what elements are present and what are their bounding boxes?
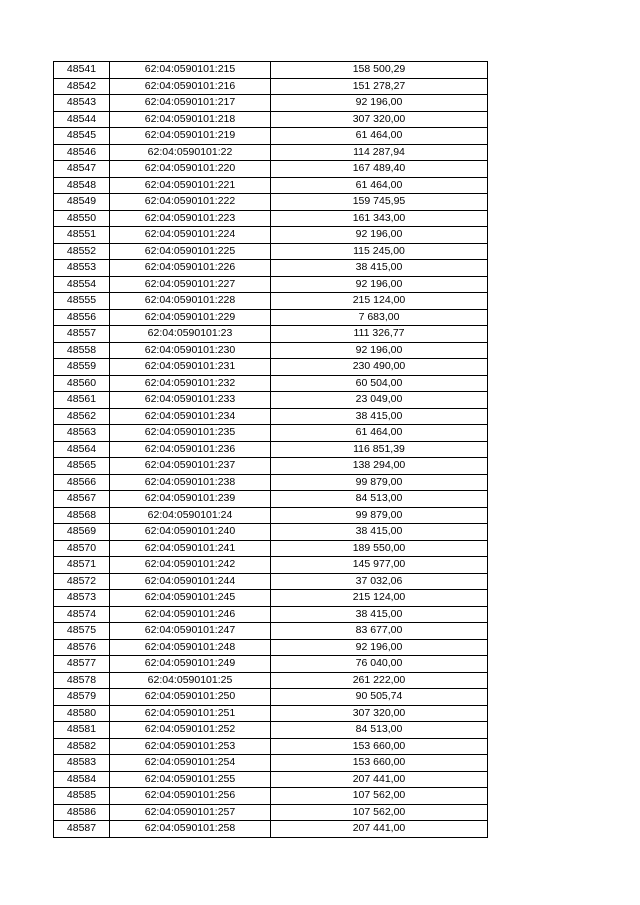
row-number-cell: 48548 [54,177,110,194]
cadastral-number-cell: 62:04:0590101:252 [110,722,271,739]
row-number-cell: 48557 [54,326,110,343]
table-row [54,804,488,821]
table-row [54,293,488,310]
value-cell: 138 294,00 [271,458,488,475]
row-number-cell: 48555 [54,293,110,310]
table-row [54,771,488,788]
cadastral-number-cell: 62:04:0590101:218 [110,111,271,128]
value-cell: 37 032,06 [271,573,488,590]
row-number-cell: 48573 [54,590,110,607]
value-cell: 107 562,00 [271,804,488,821]
table-row [54,210,488,227]
table-row [54,177,488,194]
cadastral-number-cell: 62:04:0590101:247 [110,623,271,640]
value-cell: 92 196,00 [271,227,488,244]
value-cell: 99 879,00 [271,507,488,524]
table-row [54,359,488,376]
cadastral-number-cell: 62:04:0590101:222 [110,194,271,211]
row-number-cell: 48562 [54,408,110,425]
table-row [54,821,488,838]
cadastral-number-cell: 62:04:0590101:232 [110,375,271,392]
value-cell: 307 320,00 [271,111,488,128]
value-cell: 61 464,00 [271,177,488,194]
row-number-cell: 48561 [54,392,110,409]
cadastral-number-cell: 62:04:0590101:240 [110,524,271,541]
cadastral-number-cell: 62:04:0590101:244 [110,573,271,590]
table-row [54,309,488,326]
row-number-cell: 48581 [54,722,110,739]
table-row [54,78,488,95]
table-row [54,705,488,722]
row-number-cell: 48576 [54,639,110,656]
table-row [54,227,488,244]
row-number-cell: 48547 [54,161,110,178]
table-row [54,524,488,541]
row-number-cell: 48586 [54,804,110,821]
row-number-cell: 48577 [54,656,110,673]
cadastral-number-cell: 62:04:0590101:249 [110,656,271,673]
table-row [54,128,488,145]
cadastral-number-cell: 62:04:0590101:215 [110,62,271,79]
cadastral-number-cell: 62:04:0590101:217 [110,95,271,112]
row-number-cell: 48560 [54,375,110,392]
value-cell: 107 562,00 [271,788,488,805]
cadastral-number-cell: 62:04:0590101:251 [110,705,271,722]
row-number-cell: 48578 [54,672,110,689]
table-row [54,375,488,392]
table-row [54,590,488,607]
row-number-cell: 48552 [54,243,110,260]
cadastral-number-cell: 62:04:0590101:23 [110,326,271,343]
value-cell: 92 196,00 [271,95,488,112]
table-row [54,606,488,623]
row-number-cell: 48575 [54,623,110,640]
cadastral-number-cell: 62:04:0590101:241 [110,540,271,557]
table-row [54,540,488,557]
value-cell: 230 490,00 [271,359,488,376]
table-row [54,557,488,574]
cadastral-number-cell: 62:04:0590101:231 [110,359,271,376]
value-cell: 167 489,40 [271,161,488,178]
table-row [54,656,488,673]
table-row [54,458,488,475]
value-cell: 207 441,00 [271,771,488,788]
value-cell: 92 196,00 [271,276,488,293]
cadastral-number-cell: 62:04:0590101:245 [110,590,271,607]
table-row [54,573,488,590]
data-table [53,61,488,838]
value-cell: 60 504,00 [271,375,488,392]
cadastral-number-cell: 62:04:0590101:236 [110,441,271,458]
row-number-cell: 48572 [54,573,110,590]
table-row [54,62,488,79]
cadastral-number-cell: 62:04:0590101:254 [110,755,271,772]
value-cell: 153 660,00 [271,738,488,755]
row-number-cell: 48542 [54,78,110,95]
row-number-cell: 48587 [54,821,110,838]
row-number-cell: 48583 [54,755,110,772]
cadastral-number-cell: 62:04:0590101:238 [110,474,271,491]
row-number-cell: 48554 [54,276,110,293]
row-number-cell: 48569 [54,524,110,541]
table-row [54,111,488,128]
row-number-cell: 48582 [54,738,110,755]
table-row [54,755,488,772]
value-cell: 83 677,00 [271,623,488,640]
table-row [54,326,488,343]
cadastral-number-cell: 62:04:0590101:256 [110,788,271,805]
cadastral-number-cell: 62:04:0590101:233 [110,392,271,409]
value-cell: 38 415,00 [271,260,488,277]
row-number-cell: 48574 [54,606,110,623]
cadastral-number-cell: 62:04:0590101:257 [110,804,271,821]
value-cell: 61 464,00 [271,425,488,442]
value-cell: 114 287,94 [271,144,488,161]
row-number-cell: 48579 [54,689,110,706]
table-row [54,276,488,293]
value-cell: 84 513,00 [271,491,488,508]
table-row [54,260,488,277]
value-cell: 38 415,00 [271,606,488,623]
value-cell: 307 320,00 [271,705,488,722]
value-cell: 84 513,00 [271,722,488,739]
value-cell: 7 683,00 [271,309,488,326]
table-row [54,639,488,656]
value-cell: 261 222,00 [271,672,488,689]
cadastral-number-cell: 62:04:0590101:242 [110,557,271,574]
table-row [54,441,488,458]
table-row [54,95,488,112]
value-cell: 189 550,00 [271,540,488,557]
value-cell: 38 415,00 [271,408,488,425]
cadastral-number-cell: 62:04:0590101:224 [110,227,271,244]
table-row [54,738,488,755]
table-row [54,689,488,706]
cadastral-number-cell: 62:04:0590101:246 [110,606,271,623]
cadastral-number-cell: 62:04:0590101:220 [110,161,271,178]
value-cell: 61 464,00 [271,128,488,145]
cadastral-number-cell: 62:04:0590101:258 [110,821,271,838]
row-number-cell: 48556 [54,309,110,326]
cadastral-number-cell: 62:04:0590101:230 [110,342,271,359]
value-cell: 215 124,00 [271,590,488,607]
row-number-cell: 48549 [54,194,110,211]
cadastral-number-cell: 62:04:0590101:234 [110,408,271,425]
table-row [54,408,488,425]
row-number-cell: 48546 [54,144,110,161]
row-number-cell: 48553 [54,260,110,277]
value-cell: 151 278,27 [271,78,488,95]
row-number-cell: 48544 [54,111,110,128]
cadastral-number-cell: 62:04:0590101:216 [110,78,271,95]
row-number-cell: 48584 [54,771,110,788]
value-cell: 161 343,00 [271,210,488,227]
row-number-cell: 48567 [54,491,110,508]
table-row [54,491,488,508]
row-number-cell: 48564 [54,441,110,458]
cadastral-number-cell: 62:04:0590101:221 [110,177,271,194]
table-row [54,474,488,491]
row-number-cell: 48545 [54,128,110,145]
row-number-cell: 48585 [54,788,110,805]
table-row [54,342,488,359]
cadastral-number-cell: 62:04:0590101:229 [110,309,271,326]
table-row [54,243,488,260]
table-row [54,144,488,161]
value-cell: 92 196,00 [271,639,488,656]
value-cell: 76 040,00 [271,656,488,673]
value-cell: 38 415,00 [271,524,488,541]
cadastral-number-cell: 62:04:0590101:25 [110,672,271,689]
row-number-cell: 48566 [54,474,110,491]
value-cell: 111 326,77 [271,326,488,343]
table-row [54,392,488,409]
table-row [54,161,488,178]
row-number-cell: 48568 [54,507,110,524]
cadastral-number-cell: 62:04:0590101:227 [110,276,271,293]
cadastral-number-cell: 62:04:0590101:226 [110,260,271,277]
cadastral-number-cell: 62:04:0590101:219 [110,128,271,145]
value-cell: 153 660,00 [271,755,488,772]
cadastral-number-cell: 62:04:0590101:253 [110,738,271,755]
row-number-cell: 48563 [54,425,110,442]
cadastral-number-cell: 62:04:0590101:228 [110,293,271,310]
row-number-cell: 48570 [54,540,110,557]
value-cell: 145 977,00 [271,557,488,574]
table-row [54,623,488,640]
row-number-cell: 48550 [54,210,110,227]
table-row [54,672,488,689]
row-number-cell: 48551 [54,227,110,244]
row-number-cell: 48543 [54,95,110,112]
cadastral-number-cell: 62:04:0590101:235 [110,425,271,442]
value-cell: 90 505,74 [271,689,488,706]
value-cell: 215 124,00 [271,293,488,310]
table-row [54,788,488,805]
cadastral-number-cell: 62:04:0590101:223 [110,210,271,227]
cadastral-number-cell: 62:04:0590101:239 [110,491,271,508]
table-row [54,194,488,211]
row-number-cell: 48559 [54,359,110,376]
table-row [54,425,488,442]
table-body [54,62,488,838]
cadastral-number-cell: 62:04:0590101:237 [110,458,271,475]
row-number-cell: 48541 [54,62,110,79]
value-cell: 207 441,00 [271,821,488,838]
cadastral-number-cell: 62:04:0590101:248 [110,639,271,656]
table-row [54,507,488,524]
table-row [54,722,488,739]
cadastral-number-cell: 62:04:0590101:255 [110,771,271,788]
row-number-cell: 48558 [54,342,110,359]
row-number-cell: 48580 [54,705,110,722]
cadastral-number-cell: 62:04:0590101:24 [110,507,271,524]
cadastral-number-cell: 62:04:0590101:250 [110,689,271,706]
cadastral-number-cell: 62:04:0590101:22 [110,144,271,161]
row-number-cell: 48565 [54,458,110,475]
value-cell: 115 245,00 [271,243,488,260]
value-cell: 116 851,39 [271,441,488,458]
row-number-cell: 48571 [54,557,110,574]
value-cell: 92 196,00 [271,342,488,359]
value-cell: 159 745,95 [271,194,488,211]
cadastral-number-cell: 62:04:0590101:225 [110,243,271,260]
value-cell: 158 500,29 [271,62,488,79]
value-cell: 23 049,00 [271,392,488,409]
value-cell: 99 879,00 [271,474,488,491]
